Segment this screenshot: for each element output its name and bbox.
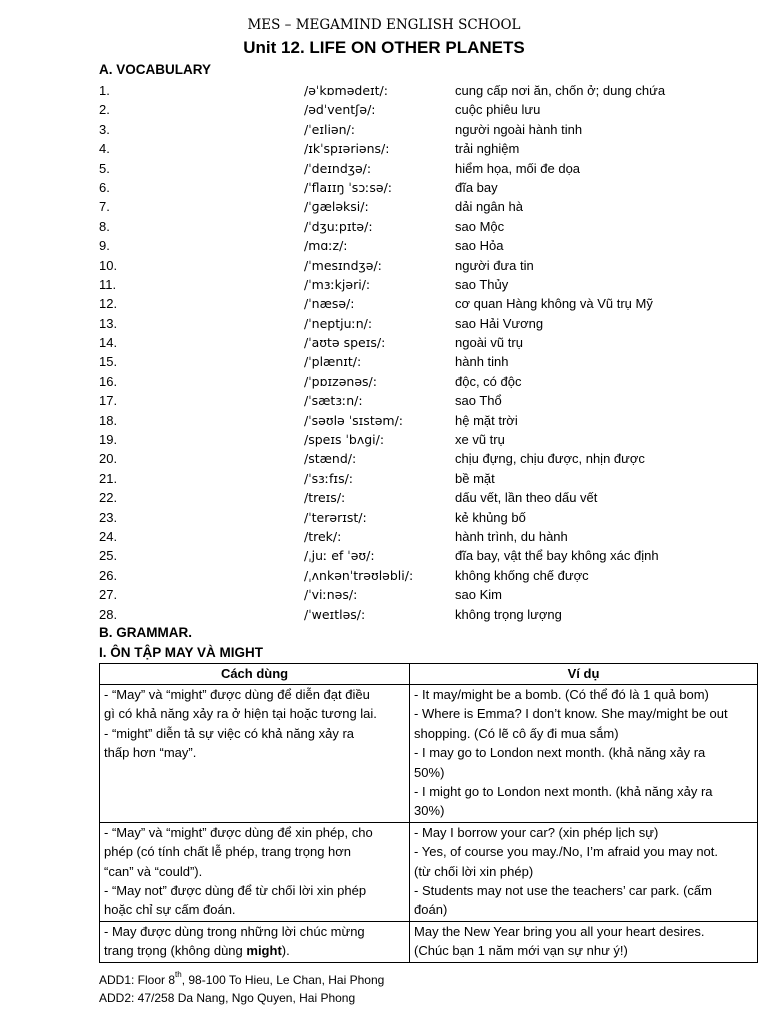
vocab-pronunciation: /stænd/: xyxy=(304,451,357,467)
vocab-meaning: hiểm họa, mối đe dọa xyxy=(455,160,581,176)
vocab-number: 22. xyxy=(99,490,118,506)
vocab-pronunciation: /ˈterərɪst/: xyxy=(304,509,367,525)
example-line: - I might go to London next month. (khả năng xảy ra xyxy=(414,784,713,800)
usage-line: - “May” và “might” được dùng để diễn đạt điều xyxy=(104,687,370,702)
vocab-meaning: không khống chế được xyxy=(455,567,589,583)
unit-title: Unit 12. LIFE ON OTHER PLANETS xyxy=(243,38,525,57)
usage-cell xyxy=(100,685,410,823)
vocab-meaning: kẻ khủng bố xyxy=(455,509,526,525)
table-row xyxy=(100,822,758,921)
vocab-pronunciation: /ˈsætɜːn/: xyxy=(304,393,363,409)
vocab-row xyxy=(99,431,719,450)
vocab-number: 3. xyxy=(99,121,110,137)
vocab-row xyxy=(99,606,719,625)
vocab-number: 9. xyxy=(99,238,110,254)
usage-line: gì có khả năng xảy ra ở hiện tại hoặc tương lai. xyxy=(104,706,377,722)
vocab-row xyxy=(99,276,719,295)
table-row xyxy=(100,921,758,962)
vocab-meaning: sao Thủy xyxy=(455,276,509,292)
usage-line: - “might” diễn tả sự việc có khả năng xảy ra xyxy=(104,725,355,741)
vocab-meaning: đĩa bay xyxy=(455,179,498,195)
usage-line: thấp hơn “may”. xyxy=(104,745,197,761)
vocab-meaning: cuộc phiêu lưu xyxy=(455,102,541,118)
example-line: (Chúc bạn 1 năm mới vạn sự như ý!) xyxy=(414,943,628,959)
vocab-number: 23. xyxy=(99,509,118,525)
vocab-pronunciation: /ˈdʒuːpɪtə/: xyxy=(304,218,373,234)
vocab-number: 17. xyxy=(99,393,118,409)
vocab-row xyxy=(99,392,719,411)
vocab-pronunciation: /mɑːz/: xyxy=(304,238,348,254)
vocab-number: 4. xyxy=(99,141,110,157)
vocab-pronunciation: /ˌʌnkənˈtrəʊləbli/: xyxy=(304,567,414,583)
emphasis-word: might xyxy=(246,943,282,959)
vocab-meaning: bề mặt xyxy=(455,470,495,486)
vocab-pronunciation: /ədˈventʃə/: xyxy=(304,102,376,118)
vocab-pronunciation: /ˈpɒɪzənəs/: xyxy=(304,373,377,389)
vocab-pronunciation: /ˈsɜːfɪs/: xyxy=(304,470,353,486)
vocab-pronunciation: /ˈneptjuːn/: xyxy=(304,315,373,331)
vocab-pronunciation: /ˈnæsə/: xyxy=(304,296,355,312)
vocab-meaning: hành trình, du hành xyxy=(455,528,568,544)
vocab-pronunciation: /ɪkˈspɪəriəns/: xyxy=(304,141,390,157)
vocab-number: 18. xyxy=(99,412,118,428)
vocab-number: 20. xyxy=(99,451,118,467)
vocab-pronunciation: /ˈeɪliən/: xyxy=(304,121,355,137)
vocab-meaning: hệ mặt trời xyxy=(455,412,518,428)
vocab-row xyxy=(99,257,719,276)
vocab-number: 28. xyxy=(99,606,118,622)
vocab-pronunciation: /trek/: xyxy=(304,528,342,544)
vocab-number: 14. xyxy=(99,335,118,351)
vocab-meaning: cung cấp nơi ăn, chốn ở; dung chứa xyxy=(455,83,666,98)
vocab-row xyxy=(99,528,719,547)
column-header-examples: Ví dụ xyxy=(410,664,758,685)
example-line: (từ chối lời xin phép) xyxy=(414,863,534,879)
vocabulary-list xyxy=(99,82,719,625)
table-header-row xyxy=(100,664,758,685)
vocab-pronunciation: /ˈplænɪt/: xyxy=(304,354,362,370)
example-line: - Yes, of course you may./No, I’m afraid you may not. xyxy=(414,844,718,860)
usage-line: hoặc chỉ sự cấm đoán. xyxy=(104,902,236,918)
example-line: shopping. (Có lẽ cô ấy đi mua sắm) xyxy=(414,725,619,741)
vocab-meaning: người đưa tin xyxy=(455,257,534,273)
vocab-row xyxy=(99,295,719,314)
vocab-meaning: ngoài vũ trụ xyxy=(455,335,523,351)
vocab-number: 16. xyxy=(99,373,118,389)
vocab-row xyxy=(99,334,719,353)
vocab-meaning: sao Kim xyxy=(455,587,502,603)
vocab-pronunciation: /ˈaʊtə speɪs/: xyxy=(304,335,386,351)
vocab-number: 26. xyxy=(99,567,118,583)
vocab-row xyxy=(99,315,719,334)
vocab-row xyxy=(99,198,719,217)
vocab-row xyxy=(99,547,719,566)
examples-cell xyxy=(410,921,758,962)
vocab-meaning: sao Thổ xyxy=(455,393,502,409)
example-line: May the New Year bring you all your heart desires. xyxy=(414,923,705,939)
column-header-usage: Cách dùng xyxy=(100,664,410,685)
address-text: ADD1: Floor 8 xyxy=(99,973,176,987)
vocab-meaning: cơ quan Hàng không và Vũ trụ Mỹ xyxy=(455,296,653,312)
vocab-meaning: hành tinh xyxy=(455,354,509,370)
vocab-number: 5. xyxy=(99,160,110,176)
usage-cell xyxy=(100,921,410,962)
vocab-number: 15. xyxy=(99,354,118,370)
vocab-pronunciation: /ˈdeɪndʒə/: xyxy=(304,160,372,176)
vocab-row xyxy=(99,586,719,605)
usage-text: ). xyxy=(281,943,290,959)
vocab-pronunciation: /əˈkɒmədeɪt/: xyxy=(304,83,388,98)
address-text: , 98-100 To Hieu, Le Chan, Hai Phong xyxy=(181,973,385,987)
vocab-number: 2. xyxy=(99,102,110,118)
address-1 xyxy=(99,970,385,987)
vocab-row xyxy=(99,218,719,237)
vocab-row xyxy=(99,509,719,528)
usage-line: - “May” và “might” được dùng để xin phép, cho xyxy=(104,824,373,840)
vocab-row xyxy=(99,567,719,586)
vocab-number: 21. xyxy=(99,470,118,486)
vocab-row xyxy=(99,160,719,179)
vocab-meaning: sao Hải Vương xyxy=(455,315,544,331)
usage-line: “can” và “could”). xyxy=(104,863,203,879)
vocab-row xyxy=(99,412,719,431)
vocabulary-heading: A. VOCABULARY xyxy=(99,62,212,77)
may-might-heading: I. ÔN TẬP MAY VÀ MIGHT xyxy=(99,645,264,660)
vocab-row xyxy=(99,489,719,508)
ordinal-suffix: th xyxy=(175,970,182,979)
vocab-number: 6. xyxy=(99,179,110,195)
example-line: - May I borrow your car? (xin phép lịch sự) xyxy=(414,824,659,840)
usage-line: - May được dùng trong những lời chúc mừng xyxy=(104,923,365,939)
vocab-pronunciation: /ˈflaɪɪŋ ˈsɔːsə/: xyxy=(304,179,393,195)
vocab-pronunciation: /ˈmɜːkjəri/: xyxy=(304,276,371,292)
grammar-table xyxy=(99,663,758,963)
vocab-meaning: dấu vết, lần theo dấu vết xyxy=(455,490,598,506)
vocab-meaning: trải nghiệm xyxy=(455,141,520,157)
vocab-meaning: độc, có độc xyxy=(455,373,522,389)
usage-line xyxy=(104,941,405,960)
vocab-pronunciation: /ˈɡæləksi/: xyxy=(304,199,369,215)
vocab-number: 10. xyxy=(99,257,118,273)
vocab-meaning: sao Mộc xyxy=(455,218,505,234)
vocab-number: 7. xyxy=(99,199,110,215)
examples-cell xyxy=(410,822,758,921)
vocab-pronunciation: /ˈmesɪndʒə/: xyxy=(304,257,382,273)
vocab-row xyxy=(99,82,719,101)
examples-cell xyxy=(410,685,758,823)
vocab-row xyxy=(99,179,719,198)
example-line: đoán) xyxy=(414,902,448,918)
vocab-pronunciation: /speɪs ˈbʌgi/: xyxy=(304,432,385,448)
vocab-row xyxy=(99,470,719,489)
vocab-meaning: chịu đựng, chịu được, nhịn được xyxy=(455,451,645,467)
vocab-number: 25. xyxy=(99,548,118,564)
vocab-row xyxy=(99,353,719,372)
school-name: MES – MEGAMIND ENGLISH SCHOOL xyxy=(247,17,521,33)
example-line: - I may go to London next month. (khả năng xảy ra xyxy=(414,745,706,761)
vocab-number: 24. xyxy=(99,528,118,544)
grammar-heading: B. GRAMMAR. xyxy=(99,625,192,640)
vocab-number: 13. xyxy=(99,315,118,331)
vocab-row xyxy=(99,101,719,120)
example-line: 50%) xyxy=(414,764,445,780)
vocab-meaning: sao Hỏa xyxy=(455,238,504,254)
vocab-row xyxy=(99,237,719,256)
vocab-number: 12. xyxy=(99,296,118,312)
table-row xyxy=(100,685,758,823)
vocab-number: 1. xyxy=(99,83,110,98)
vocab-row xyxy=(99,121,719,140)
example-line: 30%) xyxy=(414,803,445,819)
vocab-row xyxy=(99,450,719,469)
vocab-pronunciation: /ˈviːnəs/: xyxy=(304,587,358,603)
vocab-meaning: người ngoài hành tinh xyxy=(455,121,583,137)
vocab-number: 19. xyxy=(99,432,118,448)
vocab-pronunciation: /ˌjuː ef ˈəʊ/: xyxy=(304,548,375,564)
vocab-row xyxy=(99,373,719,392)
vocab-pronunciation: /treɪs/: xyxy=(304,490,346,506)
address-2: ADD2: 47/258 Da Nang, Ngo Quyen, Hai Phong xyxy=(99,991,356,1005)
example-line: - It may/might be a bomb. (Có thể đó là 1 quả bom) xyxy=(414,687,709,702)
vocab-meaning: đĩa bay, vật thể bay không xác định xyxy=(455,548,659,564)
vocab-meaning: xe vũ trụ xyxy=(455,432,505,448)
vocab-meaning: dải ngân hà xyxy=(455,199,523,215)
grammar-table-body xyxy=(100,685,758,922)
vocab-meaning: không trọng lượng xyxy=(455,606,562,622)
vocab-number: 27. xyxy=(99,587,118,603)
vocab-pronunciation: /ˈsəʊlə ˈsɪstəm/: xyxy=(304,412,404,428)
vocab-pronunciation: /ˈweɪtləs/: xyxy=(304,606,366,622)
vocab-number: 8. xyxy=(99,218,110,234)
vocab-number: 11. xyxy=(99,276,117,292)
usage-line: - “May not” được dùng để từ chối lời xin phép xyxy=(104,883,367,899)
example-line: - Students may not use the teachers’ car park. (cấm xyxy=(414,883,712,899)
usage-line: phép (có tính chất lễ phép, trang trọng hơn xyxy=(104,844,352,860)
example-line: - Where is Emma? I don’t know. She may/might be out xyxy=(414,706,728,722)
usage-text: trang trọng (không dùng xyxy=(104,943,247,959)
usage-cell xyxy=(100,822,410,921)
vocab-row xyxy=(99,140,719,159)
